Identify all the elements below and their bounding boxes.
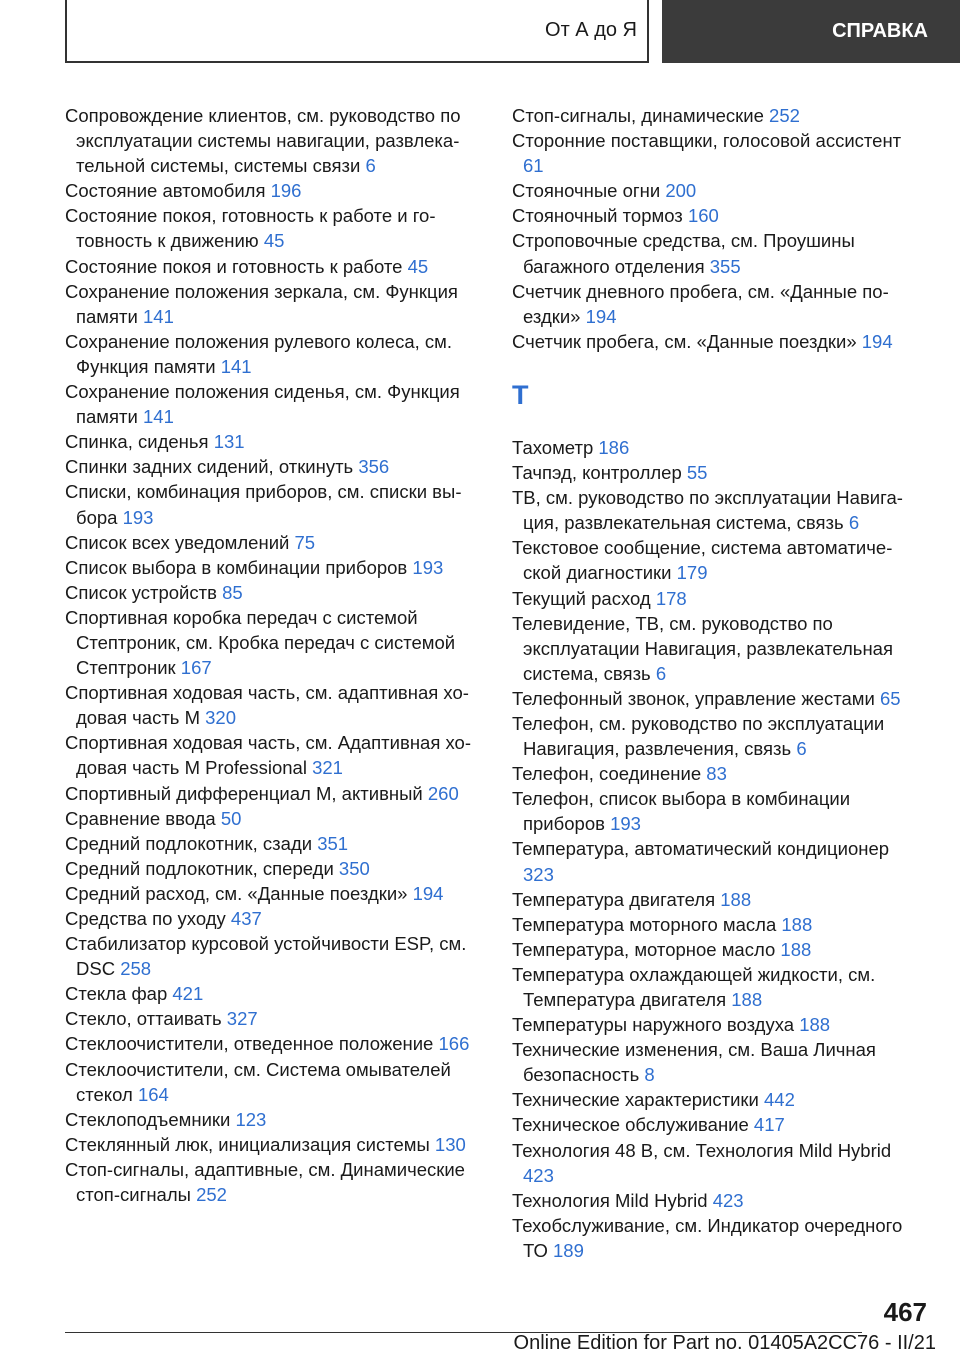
index-entry bbox=[512, 1087, 912, 1112]
index-entry-page-link[interactable]: 196 bbox=[270, 180, 302, 202]
index-entry bbox=[512, 203, 912, 228]
index-entry-text: Стекло, оттаивать bbox=[65, 1008, 222, 1030]
index-entry-text: Технология 48 В, см. Технология Mild Hybrid bbox=[512, 1139, 892, 1161]
index-entry bbox=[512, 1213, 912, 1263]
index-entry-page-link[interactable]: 164 bbox=[137, 1083, 169, 1105]
index-entry bbox=[65, 1006, 485, 1031]
index-entry bbox=[512, 586, 912, 611]
index-entry-page-link[interactable]: 85 bbox=[222, 581, 243, 603]
index-entry-page-link[interactable]: 141 bbox=[220, 355, 252, 377]
index-entry-page-link[interactable]: 321 bbox=[312, 757, 343, 779]
index-entry-page-link[interactable]: 186 bbox=[598, 436, 630, 458]
index-entry bbox=[512, 435, 912, 460]
index-entry-text: Строповочные средства, см. Проушины багажного отделения bbox=[512, 230, 855, 277]
index-entry-page-link[interactable]: 55 bbox=[686, 462, 708, 484]
index-entry-page-link[interactable]: 166 bbox=[438, 1033, 470, 1055]
index-group-c-continued bbox=[512, 103, 912, 354]
index-entry bbox=[65, 279, 485, 329]
index-entry-text: Сторонние поставщики, голосовой ассистент bbox=[512, 130, 902, 152]
index-entry-page-link[interactable]: 188 bbox=[780, 938, 812, 960]
index-entry bbox=[512, 128, 912, 178]
index-entry-text: Стояночный тормоз bbox=[512, 205, 683, 227]
index-entry-text: Телефон, см. руководство по эксплуатации Навигация, развлечения, связь bbox=[512, 712, 885, 760]
index-entry bbox=[65, 530, 485, 555]
section-letter: Т bbox=[512, 379, 529, 410]
index-entry-page-link[interactable]: 188 bbox=[799, 1014, 831, 1036]
index-entry-page-link[interactable]: 258 bbox=[120, 958, 152, 980]
index-entry-text: Список всех уведомлений bbox=[65, 531, 290, 553]
index-entry bbox=[65, 931, 485, 981]
index-group-t bbox=[512, 435, 912, 1263]
index-entry-page-link[interactable]: 189 bbox=[553, 1239, 584, 1261]
index-entry-page-link[interactable]: 65 bbox=[879, 687, 901, 709]
index-entry bbox=[65, 103, 485, 178]
page-number: 467 bbox=[883, 1297, 927, 1327]
index-entry-page-link[interactable]: 442 bbox=[764, 1089, 795, 1111]
index-entry-text: Текущий расход bbox=[512, 587, 651, 609]
index-entry-page-link[interactable]: 83 bbox=[706, 763, 727, 785]
index-entry bbox=[512, 1012, 912, 1037]
index-entry-page-link[interactable]: 6 bbox=[365, 155, 376, 177]
index-entry-text: Средний подлокотник, спереди bbox=[65, 857, 334, 879]
index-entry bbox=[65, 1157, 485, 1207]
index-entry-page-link[interactable]: 194 bbox=[861, 330, 893, 352]
index-entry-text: Стеклоочистители, см. Система омывателей стекол bbox=[65, 1058, 451, 1105]
index-entry bbox=[65, 781, 485, 806]
index-entry bbox=[65, 881, 485, 906]
index-entry bbox=[512, 761, 912, 786]
index-entry bbox=[512, 1037, 912, 1087]
index-entry-page-link[interactable]: 188 bbox=[731, 989, 763, 1010]
index-entry-page-link[interactable]: 193 bbox=[412, 556, 444, 578]
index-entry-text: Текстовое сообщение, система автоматической диагностики bbox=[512, 537, 893, 584]
index-entry-text: Телефон, соединение bbox=[512, 763, 702, 785]
index-entry bbox=[512, 887, 912, 912]
index-entry-page-link[interactable]: 417 bbox=[753, 1114, 785, 1136]
index-entry-text: Состояние покоя, готовность к работе и готовность к движению bbox=[65, 205, 436, 252]
index-entry bbox=[512, 535, 912, 585]
index-entry-page-link[interactable]: 350 bbox=[338, 857, 370, 879]
index-entry-text: Спортивная ходовая часть, см. Адаптивная ходовая часть M Professional bbox=[65, 732, 471, 779]
index-entry bbox=[512, 279, 912, 329]
index-entry-text: Температуры наружного воздуха bbox=[512, 1014, 795, 1036]
index-entry-page-link[interactable]: 6 bbox=[848, 512, 860, 534]
index-entry-page-link[interactable]: 351 bbox=[317, 832, 349, 854]
index-entry bbox=[65, 1132, 485, 1157]
index-entry bbox=[512, 460, 912, 485]
index-entry bbox=[65, 254, 485, 279]
footer-edition: Online Edition for Part no. 01405A2CC76 - II/21 bbox=[513, 1332, 936, 1354]
index-entry-text: Сопровождение клиентов, см. руководство по эксплуатации системы навигации, развлекательной системы, системы связи bbox=[65, 105, 461, 177]
index-entry-page-link[interactable]: 179 bbox=[676, 562, 708, 584]
index-entry-text: Счетчик дневного пробега, см. «Данные поездки» bbox=[512, 280, 889, 327]
index-entry-text: Сохранение положения рулевого колеса, см. Функция памяти bbox=[65, 330, 452, 377]
index-entry-text: Температура, автоматический кондиционер bbox=[512, 838, 890, 860]
index-entry bbox=[512, 836, 912, 886]
index-entry-page-link[interactable]: 188 bbox=[781, 913, 813, 935]
index-entry-text: Счетчик пробега, см. «Данные поездки» bbox=[512, 330, 857, 352]
index-entry-text: Техническое обслуживание bbox=[512, 1114, 749, 1136]
index-entry-text: Списки, комбинация приборов, см. списки выбора bbox=[65, 481, 462, 528]
index-entry bbox=[512, 228, 912, 278]
index-entry-text: Телефон, список выбора в комбинации приборов bbox=[512, 788, 851, 835]
index-entry bbox=[65, 454, 485, 479]
index-entry-text: Средний расход, см. «Данные поездки» bbox=[65, 882, 408, 904]
index-entry bbox=[65, 856, 485, 881]
index-entry bbox=[65, 178, 485, 203]
chapter-tab-label: СПРАВКА bbox=[832, 20, 928, 42]
index-entry-text: Тахометр bbox=[512, 436, 594, 458]
index-entry-page-link[interactable]: 8 bbox=[644, 1064, 655, 1086]
index-entry-page-link[interactable]: 437 bbox=[230, 908, 262, 929]
index-entry-page-link[interactable]: 194 bbox=[412, 882, 444, 904]
index-entry bbox=[65, 806, 485, 831]
index-entry bbox=[512, 1112, 912, 1137]
index-entry-text: Температура охлаждающей жидкости, см. Температура двигателя bbox=[512, 963, 876, 1010]
index-entry bbox=[512, 178, 912, 203]
index-entry bbox=[65, 479, 485, 529]
index-entry-page-link[interactable]: 75 bbox=[294, 531, 316, 553]
index-entry-page-link[interactable]: 327 bbox=[226, 1008, 258, 1030]
index-entry bbox=[512, 711, 912, 761]
index-entry bbox=[65, 605, 485, 680]
index-entry-page-link[interactable]: 188 bbox=[720, 888, 752, 910]
index-entry-page-link[interactable]: 6 bbox=[796, 738, 807, 760]
index-entry-text: Стояночные огни bbox=[512, 180, 661, 202]
index-entry-page-link[interactable]: 160 bbox=[687, 205, 719, 227]
index-entry-text: Стеклянный люк, инициализация системы bbox=[65, 1133, 430, 1155]
index-entry-page-link[interactable]: 131 bbox=[213, 431, 245, 453]
index-entry-page-link[interactable]: 423 bbox=[523, 1164, 554, 1186]
index-entry bbox=[512, 611, 912, 686]
index-entry bbox=[512, 937, 912, 962]
index-entry bbox=[512, 485, 912, 535]
index-entry-text: Температура моторного масла bbox=[512, 913, 777, 935]
index-entry-page-link[interactable]: 260 bbox=[427, 782, 459, 804]
index-entry-page-link[interactable]: 130 bbox=[434, 1133, 466, 1155]
index-entry-page-link[interactable]: 45 bbox=[407, 255, 429, 277]
index-entry-text: Стабилизатор курсовой устойчивости ESP, см. DSC bbox=[65, 933, 467, 980]
index-entry-text: Стоп-сигналы, динамические bbox=[512, 105, 764, 126]
index-entry bbox=[512, 103, 912, 128]
index-entry bbox=[512, 1188, 912, 1213]
index-entry-text: Средний подлокотник, сзади bbox=[65, 832, 313, 854]
index-column-left bbox=[65, 103, 485, 1207]
index-entry-page-link[interactable]: 193 bbox=[610, 813, 641, 835]
index-entry-page-link[interactable]: 320 bbox=[205, 707, 237, 729]
section-tab bbox=[65, 0, 649, 63]
index-entry-page-link[interactable]: 61 bbox=[523, 155, 544, 177]
index-entry-page-link[interactable]: 178 bbox=[655, 587, 687, 609]
index-entry bbox=[512, 912, 912, 937]
index-entry-text: Сохранение положения зеркала, см. Функция памяти bbox=[65, 280, 458, 327]
index-entry-page-link[interactable]: 323 bbox=[523, 863, 554, 885]
index-entry-text: Температура, моторное масло bbox=[512, 938, 776, 960]
index-entry-text: Тачпэд, контроллер bbox=[512, 462, 682, 484]
index-entry-page-link[interactable]: 200 bbox=[665, 180, 697, 202]
index-entry bbox=[512, 329, 912, 354]
index-entry-text: Технические характеристики bbox=[512, 1089, 759, 1111]
index-entry-text: Телевидение, ТВ, см. руководство по эксплуатации Навигация, развлекательная система, связь bbox=[512, 612, 893, 684]
index-entry-text: Спинка, сиденья bbox=[65, 431, 209, 453]
index-entry-page-link[interactable]: 252 bbox=[196, 1184, 227, 1206]
index-entry bbox=[65, 831, 485, 856]
index-entry bbox=[65, 203, 485, 253]
index-entry-text: Сравнение ввода bbox=[65, 807, 216, 829]
index-entry-text: Технические изменения, см. Ваша Личная безопасность bbox=[512, 1039, 876, 1086]
index-entry-page-link[interactable]: 6 bbox=[655, 662, 667, 684]
index-entry-page-link[interactable]: 356 bbox=[358, 456, 390, 478]
index-entry bbox=[65, 429, 485, 454]
index-entry-page-link[interactable]: 45 bbox=[263, 230, 285, 252]
index-entry-text: Состояние покоя и готовность к работе bbox=[65, 255, 403, 277]
index-entry-page-link[interactable]: 421 bbox=[172, 983, 204, 1005]
index-entry-text: ТВ, см. руководство по эксплуатации Навигация, развлекательная система, связь bbox=[512, 487, 903, 534]
index-entry-text: Средства по уходу bbox=[65, 908, 226, 929]
index-entry-page-link[interactable]: 50 bbox=[220, 807, 242, 829]
index-entry bbox=[65, 580, 485, 605]
index-entry bbox=[65, 981, 485, 1006]
index-entry bbox=[512, 1138, 912, 1188]
index-entry-text: Температура двигателя bbox=[512, 888, 716, 910]
index-entry-text: Спортивная коробка передач с системой Стептроник, см. Кробка передач с системой Стептроник bbox=[65, 606, 456, 679]
index-entry-page-link[interactable]: 355 bbox=[709, 255, 741, 277]
index-entry-page-link[interactable]: 141 bbox=[143, 406, 174, 428]
index-entry bbox=[65, 730, 485, 780]
index-entry-page-link[interactable]: 141 bbox=[143, 305, 174, 327]
index-entry-text: Стеклоочистители, отведенное положение bbox=[65, 1033, 434, 1055]
index-entry-page-link[interactable]: 252 bbox=[769, 105, 800, 126]
index-entry-text: Телефонный звонок, управление жестами bbox=[512, 687, 875, 709]
index-entry-text: Стеклоподъемники bbox=[65, 1108, 231, 1130]
index-entry-page-link[interactable]: 167 bbox=[180, 657, 212, 679]
index-entry bbox=[65, 906, 485, 931]
index-entry bbox=[512, 962, 912, 1012]
index-entry-text: Стоп-сигналы, адаптивные, см. Динамические стоп-сигналы bbox=[65, 1158, 465, 1206]
index-entry-text: Список выбора в комбинации приборов bbox=[65, 556, 408, 578]
index-entry-page-link[interactable]: 194 bbox=[585, 305, 617, 327]
index-entry-text: Спортивная ходовая часть, см. адаптивная ходовая часть M bbox=[65, 682, 469, 729]
chapter-tab bbox=[662, 0, 960, 63]
index-entry-text: Спортивный дифференциал M, активный bbox=[65, 782, 423, 804]
index-entry bbox=[512, 786, 912, 836]
index-entry bbox=[65, 1107, 485, 1132]
index-entry-text: Техобслуживание, см. Индикатор очередного ТО bbox=[512, 1214, 903, 1261]
section-tab-label: От А до Я bbox=[545, 19, 637, 41]
index-entry-text: Спинки задних сидений, откинуть bbox=[65, 456, 354, 478]
index-entry-text: Стекла фар bbox=[65, 983, 168, 1005]
index-entry bbox=[65, 379, 485, 429]
index-entry bbox=[65, 1031, 485, 1056]
index-entry-text: Список устройств bbox=[65, 581, 217, 603]
index-entry bbox=[65, 1057, 485, 1107]
index-entry-page-link[interactable]: 123 bbox=[235, 1108, 267, 1130]
index-entry bbox=[65, 329, 485, 379]
index-entry bbox=[65, 555, 485, 580]
index-entry-text: Технология Mild Hybrid bbox=[512, 1189, 708, 1211]
index-entry-page-link[interactable]: 423 bbox=[712, 1189, 744, 1211]
index-entry-text: Сохранение положения сиденья, см. Функция памяти bbox=[65, 381, 460, 428]
index-entry-page-link[interactable]: 193 bbox=[122, 506, 154, 528]
index-entry bbox=[512, 686, 912, 711]
index-entry-text: Состояние автомобиля bbox=[65, 180, 266, 202]
index-column-right bbox=[512, 103, 912, 1263]
index-entry bbox=[65, 680, 485, 730]
